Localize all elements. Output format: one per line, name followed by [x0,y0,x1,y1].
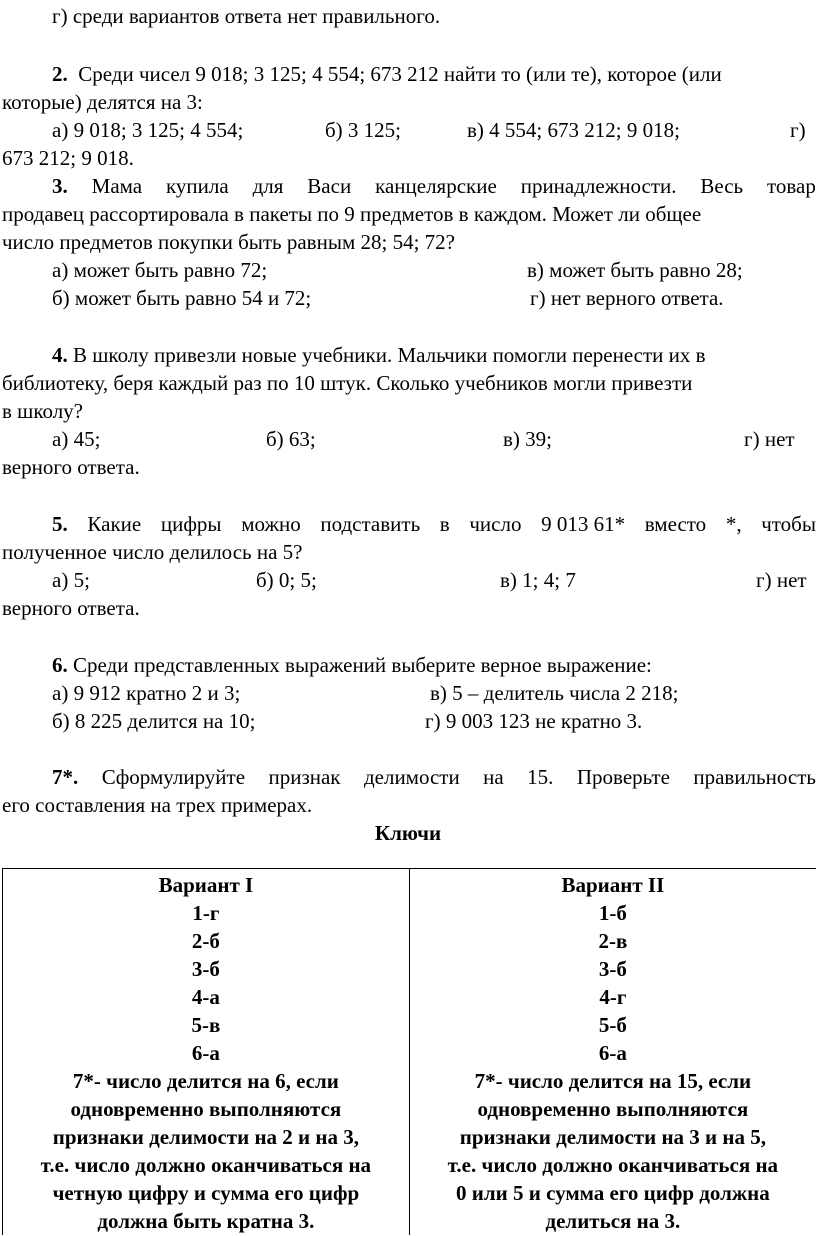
rule-line: делиться на 3. [545,1209,681,1233]
q5-option-a: а) 5; [52,568,90,592]
q6-option-v: в) 5 – делитель числа 2 218; [430,681,679,705]
q5-option-v: в) 1; 4; 7 [500,568,576,592]
q5-text-line2: полученное число делилось на 5? [2,540,303,564]
q5-option-g-cont: верного ответа. [2,596,140,620]
q2-option-g-cont: 673 212; 9 018. [2,146,134,170]
q4-text-line2: библиотеку, беря каждый раз по 10 штук. Сколько учебников могли привезти [2,371,693,395]
variant1-cell [3,869,410,1236]
q1-option-g: г) среди вариантов ответа нет правильного. [52,4,441,28]
rule-line: четную цифру и сумма его цифр [52,1181,360,1205]
q4-text-line1 [52,341,706,369]
q2-option-v: в) 4 554; 673 212; 9 018; [467,118,680,142]
answer: 2-в [598,929,628,953]
rule-line: 7*- число делится на 15, если [474,1069,752,1093]
q5-option-g: г) нет [756,568,807,592]
q5-text-line1 [52,510,816,538]
rule-line: должна быть кратна 3. [97,1209,315,1233]
word: признак [268,765,341,789]
answer: 6-а [598,1041,627,1065]
answer: 4-а [191,985,220,1009]
q3-option-b: б) может быть равно 54 и 72; [52,286,312,310]
q3-option-v: в) может быть равно 28; [527,258,743,282]
word: Какие [87,512,142,536]
q5-number: 5. [52,512,68,536]
q3-text-line2: продавец рассортировала в пакеты по 9 предметов в каждом. Может ли общее [2,202,702,226]
word: делимости [363,765,460,789]
q2-option-b: б) 3 125; [325,118,402,142]
answer: 5-б [598,1013,627,1037]
q4-option-v: в) 39; [503,427,552,451]
q6-number: 6. [52,653,68,677]
rule-line: признаки делимости на 2 и на 3, [52,1125,359,1149]
word: купила [166,174,229,198]
q2-option-g: г) [790,118,806,142]
q3-text-line1 [52,172,816,200]
answer: 5-в [191,1013,221,1037]
q2-number: 2. [52,62,68,86]
rule-line: признаки делимости на 3 и на 5, [459,1125,766,1149]
word: Сформулируйте [101,765,246,789]
answer: 1-б [598,901,627,925]
word: для [252,174,284,198]
q2-question: Среди чисел 9 018; 3 125; 4 554; 673 212 найти то (или те), которое (или [78,62,722,86]
q7-number: 7*. [52,765,79,789]
word: канцелярские [375,174,497,198]
variant2-header: Вариант II [561,873,665,897]
q2-option-a: а) 9 018; 3 125; 4 554; [52,118,244,142]
word: 15. [527,765,554,789]
q4-option-b: б) 63; [266,427,316,451]
q2-text-line2: которые) делятся на 3: [2,90,203,114]
q3-option-g: г) нет верного ответа. [530,286,724,310]
q6-option-a: а) 9 912 кратно 2 и 3; [52,681,241,705]
answer: 4-г [599,985,627,1009]
q7-text-line1 [52,763,816,791]
word: товар [767,174,816,198]
rule-line: 0 или 5 и сумма его цифр должна [455,1181,770,1205]
word: Мама [91,174,143,198]
q6-text-line1 [52,651,652,679]
rule-line: 7*- число делится на 6, если [72,1069,339,1093]
q2-text-line1 [52,60,722,88]
word: подставить [320,512,421,536]
rule-line: т.е. число должно оканчиваться на [40,1153,372,1177]
word: в [439,512,450,536]
q6-question: Среди представленных выражений выберите верное выражение: [73,653,652,677]
q4-option-a: а) 45; [52,427,101,451]
word: цифры [160,512,222,536]
q4-number: 4. [52,343,68,367]
rule-line: одновременно выполняются [477,1097,749,1121]
variant2-cell [409,869,816,1236]
q6-option-g: г) 9 003 123 не кратно 3. [425,709,643,733]
word: правильность [693,765,816,789]
word: можно [241,512,301,536]
variant1-header: Вариант I [158,873,254,897]
word: 9 013 61* [541,512,626,536]
answer: 3-б [598,957,627,981]
q4-option-g: г) нет [744,427,795,451]
word: на [483,765,504,789]
word: Весь [700,174,744,198]
q3-option-a: а) может быть равно 72; [52,258,268,282]
q3-text-line3: число предметов покупки быть равным 28; 54; 72? [2,230,455,254]
q4-option-g-cont: верного ответа. [2,455,140,479]
answer: 1-г [192,901,220,925]
q4-text-line3: в школу? [2,399,83,423]
rule-line: одновременно выполняются [70,1097,342,1121]
word: Васи [307,174,352,198]
keys-table [2,868,816,1235]
word: чтобы [761,512,816,536]
q4-question: В школу привезли новые учебники. Мальчики помогли перенести их в [73,343,706,367]
q5-option-b: б) 0; 5; [256,568,317,592]
word: число [469,512,522,536]
keys-title: Ключи [374,821,442,845]
answer: 3-б [191,957,220,981]
q7-text-line2: его составления на трех примерах. [2,793,313,817]
q3-number: 3. [52,174,68,198]
answer: 2-б [191,929,220,953]
word: вместо [644,512,707,536]
word: принадлежности. [520,174,677,198]
answer: 6-а [191,1041,220,1065]
word: *, [725,512,742,536]
word: Проверьте [576,765,670,789]
rule-line: т.е. число должно оканчиваться на [447,1153,779,1177]
q6-option-b: б) 8 225 делится на 10; [52,709,256,733]
